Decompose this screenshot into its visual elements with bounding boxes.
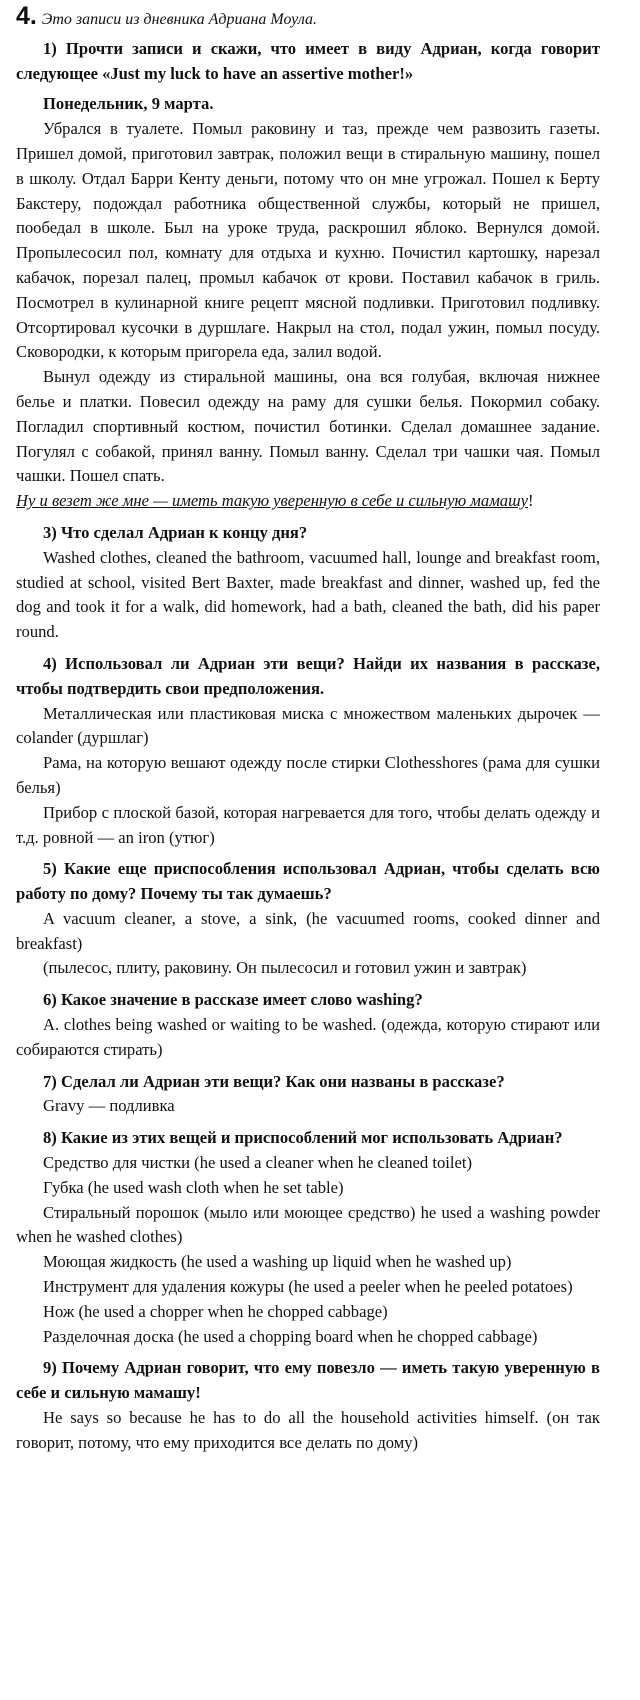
question-6: 6) Какое значение в рассказе имеет слово washing?	[43, 990, 423, 1010]
answer-8-item: Инструмент для удаления кожуры (he used a peeler when he peeled potatoes)	[43, 1277, 573, 1297]
answer-4-item: Металлическая или пластиковая миска с множеством маленьких дырочек — colander (дуршлаг)	[16, 703, 600, 748]
answer-8-item: Моющая жидкость (he used a washing up liquid when he washed up)	[43, 1252, 512, 1272]
question-5-section	[16, 857, 600, 981]
question-4-section	[16, 652, 600, 850]
answer-8-item: Губка (he used wash cloth when he set table)	[43, 1177, 344, 1197]
answer-5-item: (пылесос, плиту, раковину. Он пылесосил и готовил ужин и завтрак)	[43, 958, 527, 978]
answer-7: Gravy — подливка	[43, 1096, 175, 1116]
question-7: 7) Сделал ли Адриан эти вещи? Как они названы в рассказе?	[43, 1071, 505, 1091]
diary-closing-end: !	[527, 491, 534, 511]
question-3-section	[16, 521, 600, 645]
question-9-section	[16, 1356, 600, 1455]
question-1-section	[16, 37, 600, 514]
question-8-section	[16, 1126, 600, 1349]
answer-8-item: Стиральный порошок (мыло или моющее средство) he used a washing powder when he washed clothes)	[16, 1202, 600, 1247]
answer-3: Washed clothes, cleaned the bathroom, vacuumed hall, lounge and breakfast room, studied at school, visited Bert Baxter, made breakfast and dinner, washed up, fed the dog and took it for a walk, did homework, had a bath, cleaned the bath, did his paper round.	[16, 547, 600, 642]
answer-8-item: Нож (he used a chopper when he chopped cabbage)	[43, 1301, 388, 1321]
question-9: 9) Почему Адриан говорит, что ему повезло — иметь такую уверенную в себе и сильную мамашу!	[16, 1358, 600, 1403]
answer-8-item: Средство для чистки (he used a cleaner when he cleaned toilet)	[43, 1153, 472, 1173]
question-1: 1) Прочти записи и скажи, что имеет в виду Адриан, когда говорит следующее «Just my luck to have an assertive mother!»	[16, 38, 600, 83]
question-6-section	[16, 988, 600, 1062]
answer-8-item: Разделочная доска (he used a chopping board when he chopped cabbage)	[43, 1326, 538, 1346]
question-4: 4) Использовал ли Адриан эти вещи? Найди их названия в рассказе, чтобы подтвердить свои предположения.	[16, 653, 600, 698]
diary-paragraph-2: Вынул одежду из стиральной машины, она вся голубая, включая нижнее белье и платки. Повесил одежду на раму для сушки белья. Покормил собаку. Погладил спортивный костюм, почистил ботинки. Сделал домашнее задание. Погулял с собакой, принял ванну. Помыл ванну. Сделал три чашки чая. Помыл чашки. Пошел спать.	[16, 367, 600, 486]
answer-6: A. clothes being washed or waiting to be washed. (одежда, которую стирают или собираются стирать)	[16, 1015, 600, 1059]
answer-4-item: Прибор с плоской базой, которая нагревается для того, чтобы делать одежду и т.д. ровной — an iron (утюг)	[16, 802, 600, 847]
question-8: 8) Какие из этих вещей и приспособлений мог использовать Адриан?	[43, 1128, 563, 1148]
answer-9: He says so because he has to do all the household activities himself. (он так говорит, потому, что ему приходится все делать по дому)	[16, 1408, 600, 1452]
question-5: 5) Какие еще приспособления использовал Адриан, чтобы сделать всю работу по дому? Почему ты так думаешь?	[16, 859, 600, 904]
question-7-section	[16, 1070, 600, 1120]
question-3: 3) Что сделал Адриан к концу дня?	[43, 522, 308, 542]
task-number: 4.	[16, 2, 37, 30]
answer-5-item: A vacuum cleaner, a stove, a sink, (he vacuumed rooms, cooked dinner and breakfast)	[16, 908, 600, 953]
task-intro: Это записи из дневника Адриана Моула.	[41, 11, 318, 28]
task-header	[16, 4, 600, 33]
diary-paragraph-1: Убрался в туалете. Помыл раковину и таз, прежде чем развозить газеты. Пришел домой, приготовил завтрак, положил вещи в стиральную машину, пошел в школу. Отдал Барри Кенту деньги, потому что он мне угрожал. Пошел к Берту Бакстеру, подождал работника общественной службы, который не пришел, пообедал в школе. Был на уроке труда, раскрошил яблоко. Вернулся домой. Пропылесосил пол, комнату для отдыха и кухню. Почистил картошку, нарезал кабачок, порезал палец, промыл кабачок от крови. Поставил кабачок в гриль. Посмотрел в кулинарной книге рецепт мясной подливки. Приготовил подливку. Отсортировал кусочки в дуршлаге. Накрыл на стол, подал ужин, помыл посуду. Сковородки, к которым пригорела еда, залил водой.	[16, 119, 600, 362]
answer-4-item: Рама, на которую вешают одежду после стирки Clothesshores (рама для сушки белья)	[16, 753, 600, 797]
diary-closing	[16, 489, 600, 514]
diary-date: Понедельник, 9 марта.	[43, 94, 214, 114]
diary-closing-underlined: Ну и везет же мне — иметь такую уверенную в себе и сильную мамашу	[16, 491, 528, 511]
